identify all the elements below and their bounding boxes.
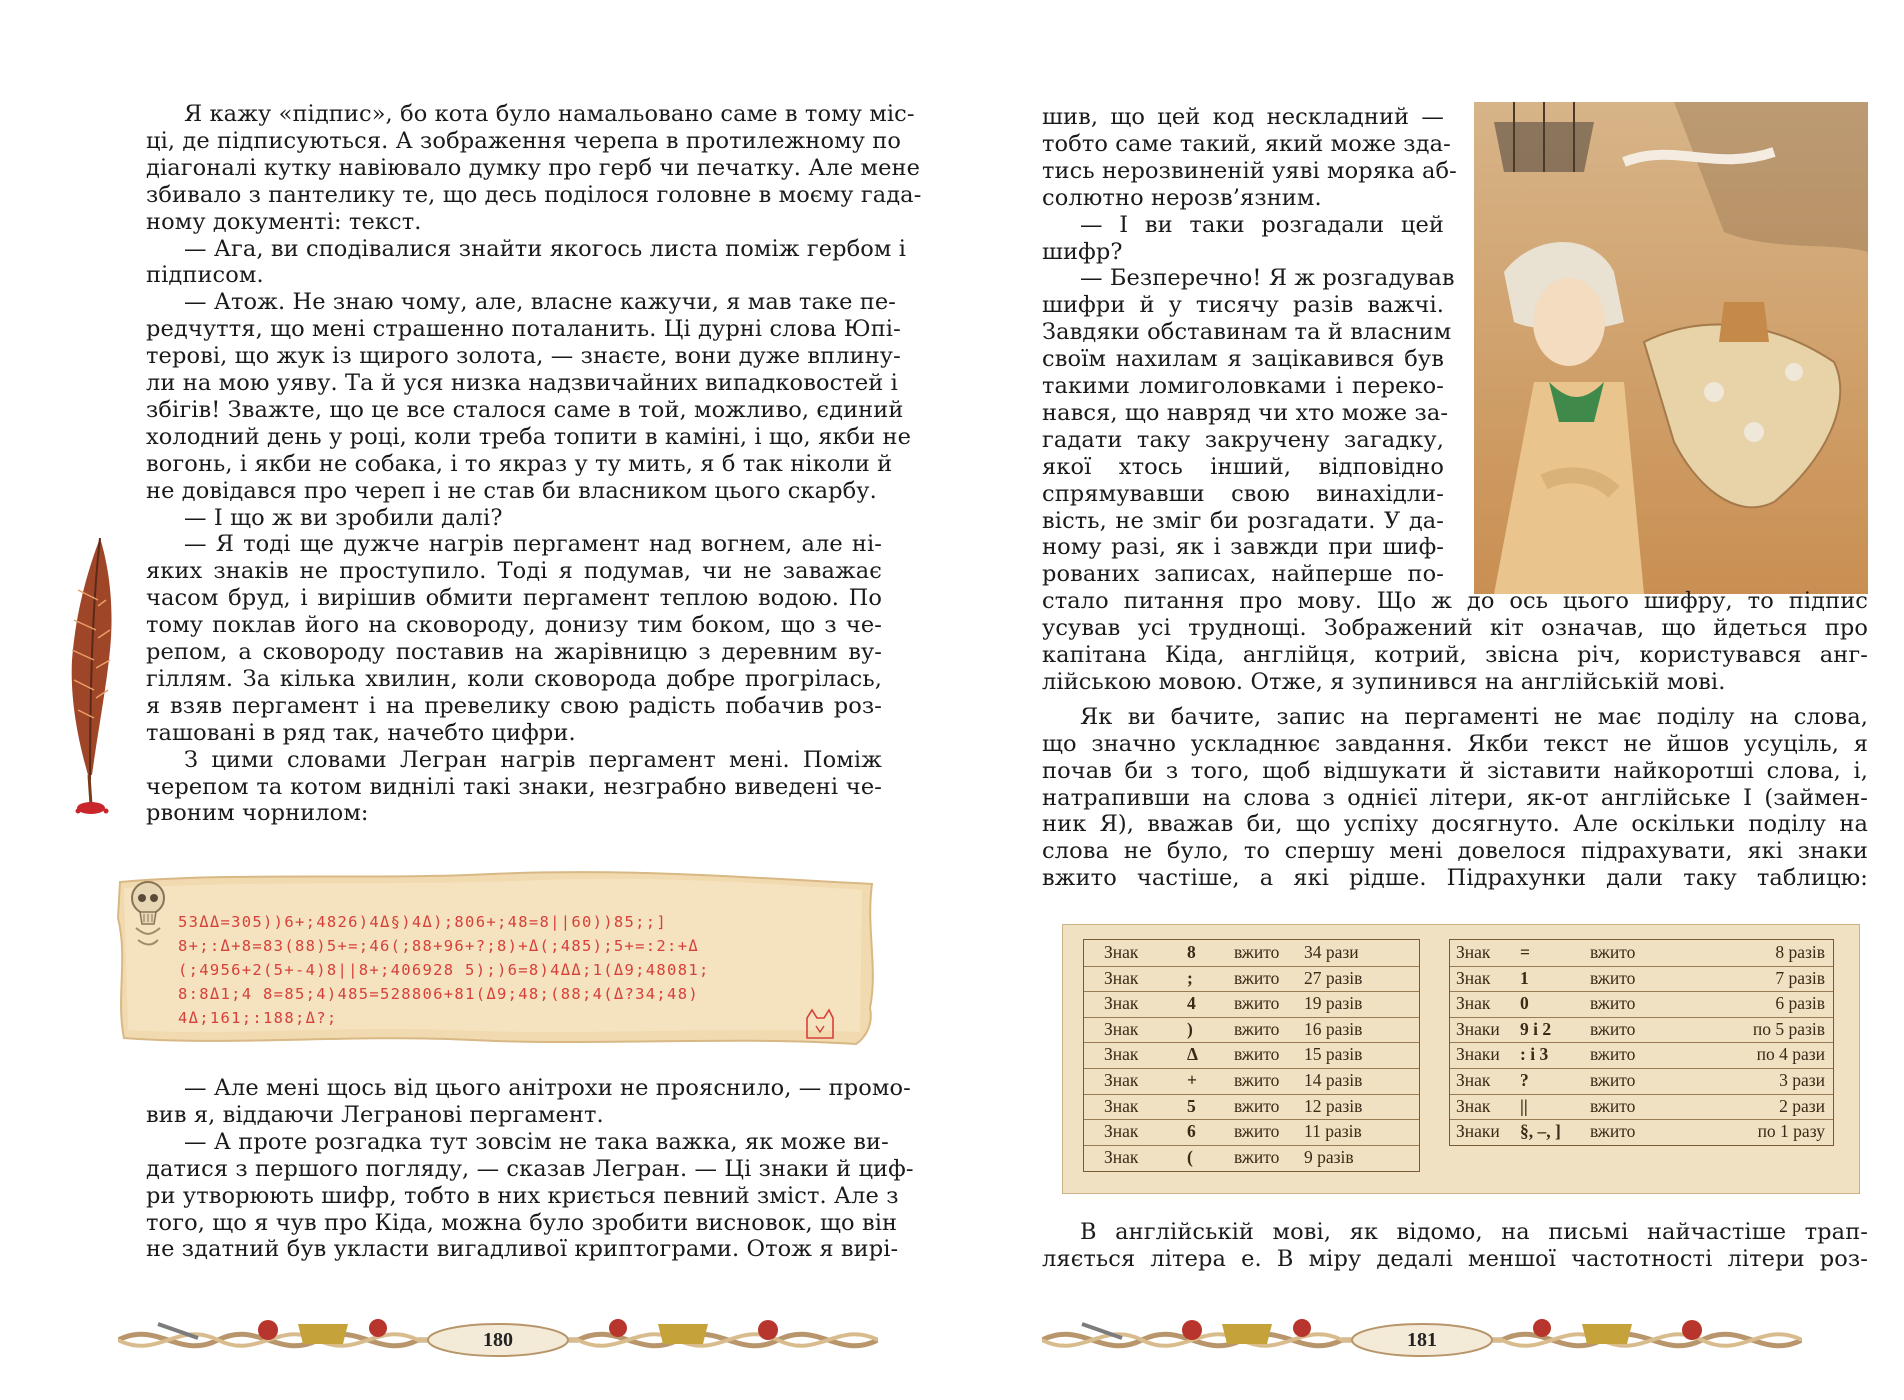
frequency-count: 6 разів <box>1775 993 1825 1014</box>
right-page <box>952 0 1904 1400</box>
frequency-label: Знак <box>1456 967 1491 988</box>
frequency-label: Знак <box>1456 1070 1491 1090</box>
frequency-label: Знак <box>1104 1121 1139 1142</box>
frequency-count: по 5 разів <box>1752 1018 1825 1039</box>
text-line: терові, що жук із щирого золота, — знаєте, вони дуже вплину- <box>146 343 901 370</box>
text-line: ли на мою уяву. Та й уся низка надзвичайних випадковостей і <box>146 370 898 396</box>
frequency-used: вжито <box>1234 942 1280 962</box>
frequency-used: вжито <box>1590 1095 1636 1116</box>
frequency-table-row <box>1450 1094 1833 1121</box>
frequency-table-left-column <box>1083 939 1420 1172</box>
frequency-label: Знак <box>1104 993 1139 1014</box>
frequency-sym: 5 <box>1187 1095 1196 1116</box>
text-line: холодний день у році, коли треба топити в каміні, і що, якби не <box>146 423 912 450</box>
frequency-sym: ) <box>1187 1018 1193 1039</box>
cipher-parchment <box>112 868 882 1048</box>
cipher-line: 8:8Δ1;4 8=85;4)485=528806+81(Δ9;48;(88;4(Δ?34;48) <box>178 985 699 1003</box>
text-line: ляється літера е. В міру дедалі меншої частотності літери роз- <box>1042 1246 1868 1272</box>
footer-ornament-right <box>1042 1300 1802 1364</box>
cipher-line: (;4956+2(5+-4)8||8+;406928 5);)6=8)4ΔΔ;1(Δ9;48081; <box>178 961 710 979</box>
frequency-table-row <box>1450 1042 1833 1069</box>
text-line: такими ломиголовками і переко- <box>1042 373 1444 399</box>
text-line: ному разі, як і завжди при шиф- <box>1042 534 1444 561</box>
text-line: що значно ускладнює завдання. Якби текст не йшов усуціль, я <box>1042 730 1868 757</box>
text-line: яких знаків не проступило. Тоді я подумав, чи не заважає <box>146 558 882 585</box>
frequency-label: Знаки <box>1456 1121 1500 1142</box>
frequency-count: по 1 разу <box>1757 1121 1825 1142</box>
text-line: — Ага, ви сподівалися знайти якогось листа поміж гербом і <box>184 235 907 262</box>
frequency-label: Знаки <box>1456 1018 1500 1039</box>
frequency-sym: Δ <box>1187 1044 1198 1065</box>
frequency-count: 8 разів <box>1775 942 1825 962</box>
frequency-label: Знак <box>1104 967 1139 988</box>
cipher-line: 4Δ;161;:188;Δ?; <box>178 1009 338 1027</box>
text-line: підписом. <box>146 262 264 289</box>
frequency-table-row <box>1084 1119 1419 1146</box>
frequency-used: вжито <box>1590 1070 1636 1090</box>
frequency-table-row <box>1084 1145 1419 1171</box>
text-line: своїм нахилам я зацікавився був <box>1042 346 1444 373</box>
frequency-label: Знак <box>1104 1018 1139 1039</box>
text-line: — А проте розгадка тут зовсім не така важка, як може ви- <box>184 1128 889 1155</box>
frequency-sym: + <box>1187 1070 1197 1090</box>
frequency-sym: 6 <box>1187 1121 1196 1142</box>
text-line: я взяв пергамент і на превелику свою радість побачив роз- <box>146 692 882 719</box>
text-line: шив, що цей код нескладний — <box>1042 104 1444 130</box>
quill-illustration <box>58 530 128 820</box>
text-line: вогонь, і якби не собака, і то якраз у ту мить, я б так ніколи й <box>146 450 893 477</box>
frequency-used: вжито <box>1234 1018 1280 1039</box>
frequency-used: вжито <box>1590 1018 1636 1039</box>
text-line: — І що ж ви зробили далі? <box>184 504 503 531</box>
frequency-used: вжито <box>1234 1044 1280 1065</box>
skull-icon <box>126 880 170 952</box>
text-line: репом, а сковороду поставив на жарівницю з деревним ву- <box>146 639 882 665</box>
text-line: натрапивши на слова з однієї літери, як-от англійське I (займен- <box>1042 784 1868 811</box>
text-line: не довідався про череп і не став би власником цього скарбу. <box>146 477 877 504</box>
text-line: — Безперечно! Я ж розгадував <box>1080 265 1455 292</box>
frequency-count: 16 разів <box>1304 1018 1363 1039</box>
frequency-used: вжито <box>1234 1070 1280 1090</box>
text-line: Я кажу «підпис», бо кота було намальовано саме в тому міс- <box>184 101 915 127</box>
frequency-sym: || <box>1520 1095 1528 1116</box>
frequency-label: Знак <box>1456 1095 1491 1116</box>
text-line: тобто саме такий, який може зда- <box>1042 130 1451 157</box>
text-line: того, що я чув про Кіда, можна було зробити висновок, що він <box>146 1209 898 1236</box>
frequency-count: 15 разів <box>1304 1044 1363 1065</box>
frequency-label: Знак <box>1104 1095 1139 1116</box>
text-line: збивало з пантелику те, що десь поділося головне в моєму гада- <box>146 181 922 208</box>
text-line: ри утворюють шифр, тобто в них криється певний зміст. Але з <box>146 1182 899 1209</box>
text-line: якої хтось інший, відповідно <box>1042 453 1444 480</box>
frequency-sym: §, –, ] <box>1520 1121 1561 1142</box>
text-line: рованих записах, найперше по- <box>1042 561 1444 588</box>
text-line: черепом та котом виднілі такі знаки, незграбно виведені че- <box>146 773 882 800</box>
frequency-sym: ( <box>1187 1146 1193 1167</box>
frequency-used: вжито <box>1234 1121 1280 1142</box>
frequency-table-right-column <box>1449 939 1834 1146</box>
cipher-line: 8+;:Δ+8=83(88)5+=;46(;88+96+?;8)+Δ(;485);5+=:2:+Δ <box>178 937 699 955</box>
text-line: тись нерозвиненій уяві моряка аб- <box>1042 157 1457 184</box>
frequency-table-row <box>1084 1017 1419 1044</box>
text-line: усував усі труднощі. Зображений кіт означав, що йдеться про <box>1042 615 1868 642</box>
frequency-label: Знак <box>1104 1146 1139 1167</box>
frequency-count: 11 разів <box>1304 1121 1362 1142</box>
text-line: збігів! Зважте, що це все сталося саме в той, можливо, єдиний <box>146 396 904 423</box>
frequency-sym: = <box>1520 942 1530 962</box>
frequency-count: 27 разів <box>1304 967 1363 988</box>
frequency-table-row <box>1084 1068 1419 1095</box>
text-line: гадати таку закручену загадку, <box>1042 426 1444 453</box>
frequency-label: Знак <box>1104 1044 1139 1065</box>
text-line: датися з першого погляду, — сказав Легран. — Ці знаки й циф- <box>146 1155 914 1182</box>
frequency-count: 14 разів <box>1304 1070 1363 1090</box>
frequency-count: 3 рази <box>1779 1070 1825 1090</box>
text-line: солютно нерозв’язним. <box>1042 184 1322 211</box>
frequency-table-row <box>1084 966 1419 993</box>
text-line: ник Я), вважав би, що успіху досягнуто. Але оскільки поділу на <box>1042 811 1868 838</box>
frequency-table-row <box>1450 966 1833 993</box>
frequency-sym: 0 <box>1520 993 1529 1014</box>
text-line: капітана Кіда, англійця, котрий, звісна річ, користувався анг- <box>1042 642 1868 668</box>
text-line: вість, не зміг би розгадати. У да- <box>1042 507 1444 534</box>
text-line: ному документі: текст. <box>146 208 422 235</box>
frequency-sym: 4 <box>1187 993 1196 1014</box>
frequency-count: 12 разів <box>1304 1095 1363 1116</box>
text-line: діагоналі кутку навіювало думку про герб чи печатку. Але мене <box>146 154 921 181</box>
frequency-label: Знак <box>1456 993 1491 1014</box>
frequency-used: вжито <box>1590 967 1636 988</box>
frequency-table-row <box>1450 940 1833 967</box>
text-line: лійською мовою. Отже, я зупинився на англійській мові. <box>1042 668 1726 695</box>
frequency-count: по 4 рази <box>1756 1044 1825 1065</box>
text-line: стало питання про мову. Що ж до ось цього шифру, то підпис <box>1042 588 1868 615</box>
frequency-label: Знак <box>1104 942 1139 962</box>
frequency-used: вжито <box>1234 1146 1280 1167</box>
frequency-sym: 9 і 2 <box>1520 1018 1552 1039</box>
text-line: слова не було, то спершу мені довелося підрахувати, які знаки <box>1042 838 1868 865</box>
text-line: редчуття, що мені страшенно поталанить. Ці дурні слова Юпі- <box>146 316 901 343</box>
text-line: — І ви таки розгадали цей <box>1080 211 1444 238</box>
cipher-line: 53ΔΔ=305))6+;4826)4Δ§)4Δ);806+;48=8||60))85;;] <box>178 913 668 931</box>
frequency-sym: : і 3 <box>1520 1044 1549 1065</box>
frequency-sym: 1 <box>1520 967 1529 988</box>
frequency-used: вжито <box>1590 1044 1636 1065</box>
text-line: Як ви бачите, запис на пергаменті не має поділу на слова, <box>1080 703 1868 730</box>
text-line: часом бруд, і вирішив обмити пергамент теплою водою. По <box>146 585 882 612</box>
text-line: — Я тоді ще дужче нагрів пергамент над вогнем, але ні- <box>184 531 882 558</box>
frequency-table-row <box>1450 1017 1833 1044</box>
frequency-count: 2 рази <box>1779 1095 1825 1116</box>
frequency-table-row <box>1084 1094 1419 1121</box>
frequency-count: 9 разів <box>1304 1146 1354 1167</box>
frequency-label: Знаки <box>1456 1044 1500 1065</box>
frequency-used: вжито <box>1590 942 1636 962</box>
frequency-table-row <box>1084 1042 1419 1069</box>
text-line: ташовані в ряд так, начебто цифри. <box>146 719 576 746</box>
text-line: В англійській мові, як відомо, на письмі найчастіше трап- <box>1080 1219 1868 1245</box>
frequency-table-row <box>1450 991 1833 1018</box>
frequency-sym: ; <box>1187 967 1193 988</box>
text-line: З цими словами Легран нагрів пергамент мені. Поміж <box>184 746 882 773</box>
frequency-count: 19 разів <box>1304 993 1363 1014</box>
frequency-label: Знак <box>1456 942 1491 962</box>
frequency-table-row <box>1084 991 1419 1018</box>
text-line: рвоним чорнилом: <box>146 800 369 827</box>
frequency-used: вжито <box>1590 993 1636 1014</box>
text-line: ці, де підписуються. А зображення черепа в протилежному по <box>146 127 902 154</box>
text-line: шифри й у тисячу разів важчі. <box>1042 292 1444 319</box>
text-line: спрямувавши свою винахідли- <box>1042 480 1444 507</box>
frequency-sym: ? <box>1520 1070 1529 1090</box>
text-line: гіллям. За кілька хвилин, коли сковорода добре прогрілась, <box>146 665 882 692</box>
text-line: шифр? <box>1042 238 1123 265</box>
frequency-used: вжито <box>1234 993 1280 1014</box>
text-line: Завдяки обставинам та й власним <box>1042 319 1452 346</box>
text-line: — Атож. Не знаю чому, але, власне кажучи, я мав таке пе- <box>184 289 897 316</box>
text-line: почав би з того, щоб відшукати й зіставити найкоротші слова, і, <box>1042 757 1868 784</box>
frequency-table <box>1062 924 1860 1194</box>
frequency-count: 34 рази <box>1304 942 1359 962</box>
legrand-illustration <box>1474 102 1868 594</box>
frequency-sym: 8 <box>1187 942 1196 962</box>
frequency-used: вжито <box>1234 1095 1280 1116</box>
text-line: вжито частіше, а які рідше. Підрахунки дали таку таблицю: <box>1042 865 1868 892</box>
frequency-used: вжито <box>1590 1121 1636 1142</box>
text-line: вив я, віддаючи Легранові пергамент. <box>146 1101 604 1128</box>
cat-signature-icon <box>802 1008 838 1044</box>
frequency-table-row <box>1084 940 1419 967</box>
frequency-label: Знак <box>1104 1070 1139 1090</box>
page-number-left: 180 <box>483 1329 513 1351</box>
frequency-table-row <box>1450 1119 1833 1145</box>
footer-ornament <box>118 1300 878 1364</box>
text-line: — Але мені щось від цього анітрохи не прояснило, — промо- <box>184 1075 911 1101</box>
frequency-count: 7 разів <box>1775 967 1825 988</box>
text-line: тому поклав його на сковороду, донизу тим боком, що з че- <box>146 612 882 639</box>
text-line: не здатний був укласти вигадливої криптограми. Отож я вирі- <box>146 1236 899 1263</box>
page-number-right: 181 <box>1407 1329 1437 1351</box>
frequency-table-row <box>1450 1068 1833 1095</box>
text-line: нався, що навряд чи хто може за- <box>1042 399 1449 426</box>
frequency-used: вжито <box>1234 967 1280 988</box>
